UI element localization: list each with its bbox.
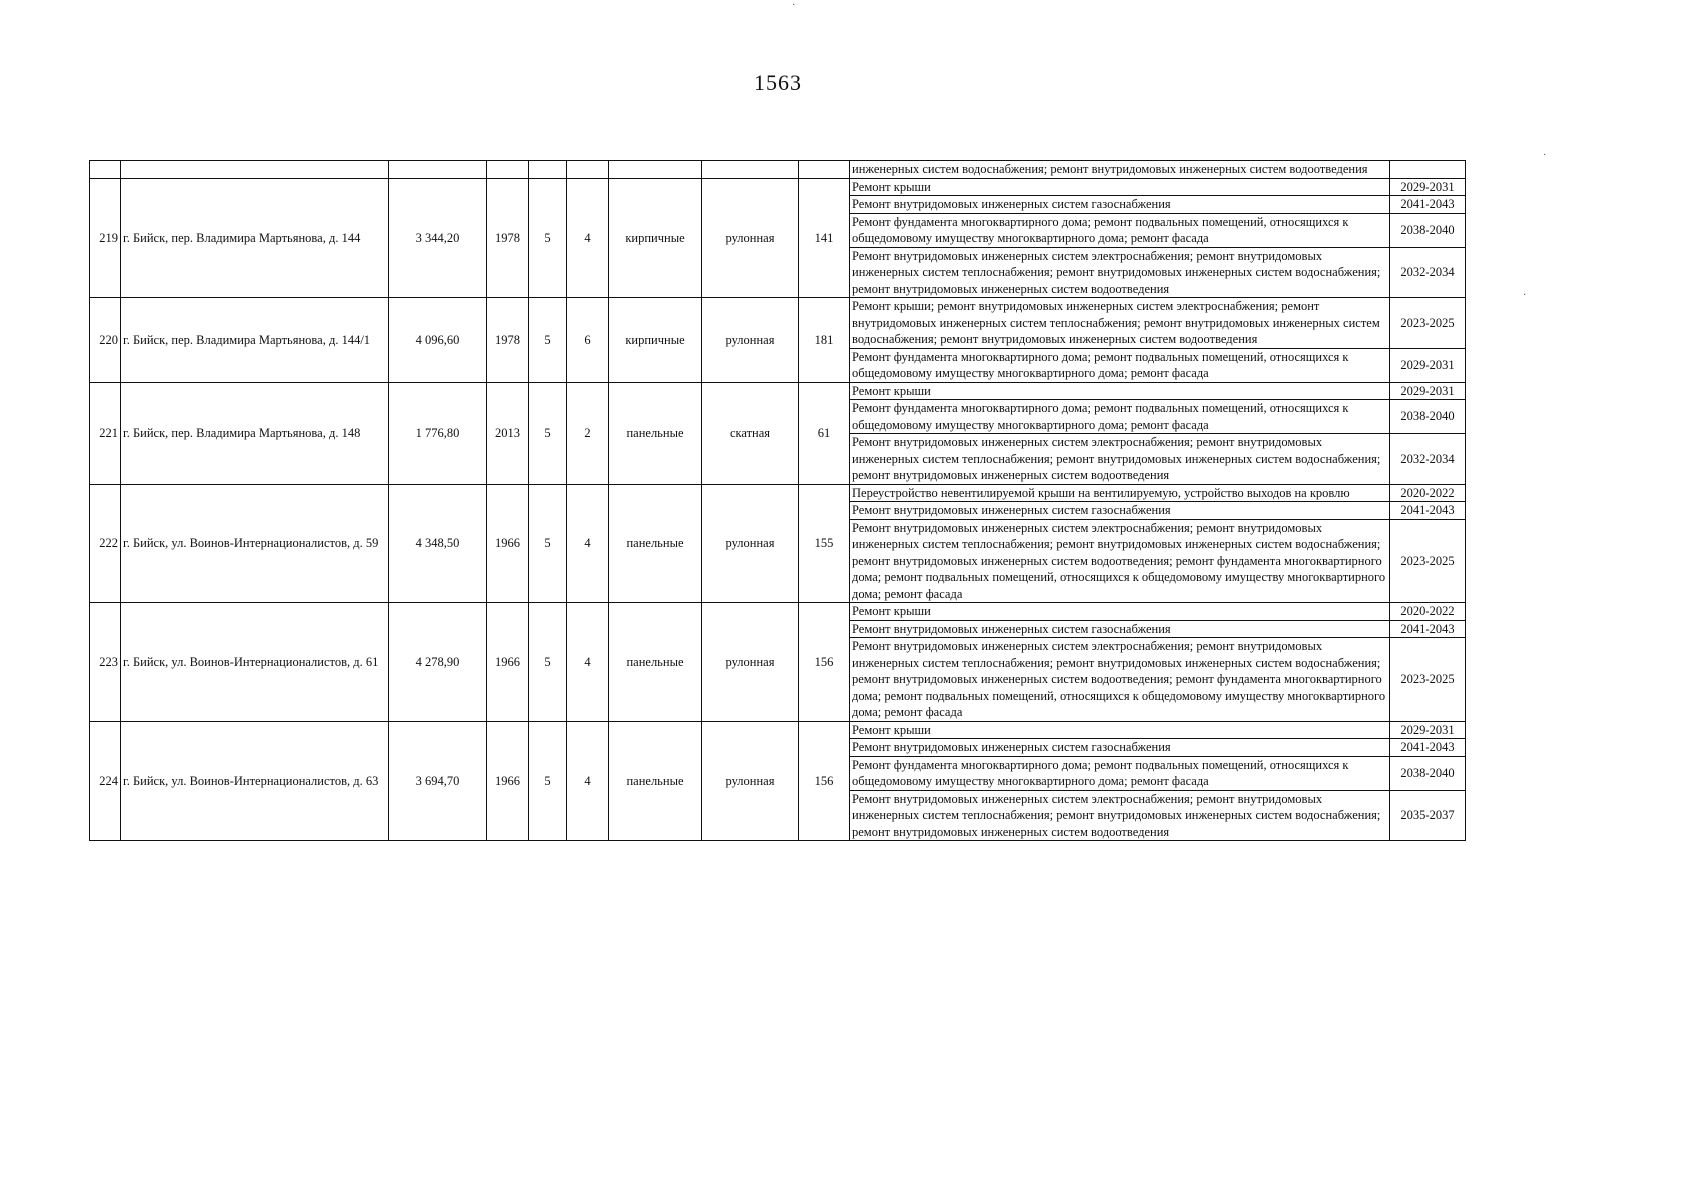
house-address: г. Бийск, пер. Владимира Мартьянова, д. 144/1 xyxy=(121,298,389,383)
work-period: 2023-2025 xyxy=(1390,298,1466,349)
work-description: Ремонт крыши xyxy=(850,178,1390,196)
housing-repair-table xyxy=(89,160,1466,841)
resident-count: 61 xyxy=(799,382,850,484)
work-period: 2041-2043 xyxy=(1390,502,1466,520)
row-number: 221 xyxy=(90,382,121,484)
wall-material: панельные xyxy=(609,721,702,841)
house-row xyxy=(90,484,1466,502)
wall-material: панельные xyxy=(609,484,702,603)
house-row xyxy=(90,721,1466,739)
work-description: Переустройство невентилируемой крыши на вентилируемую, устройство выходов на кровлю xyxy=(850,484,1390,502)
roof-type: рулонная xyxy=(702,721,799,841)
resident-count: 155 xyxy=(799,484,850,603)
house-address: г. Бийск, пер. Владимира Мартьянова, д. 144 xyxy=(121,178,389,298)
empty-cell xyxy=(487,161,529,179)
wall-material: панельные xyxy=(609,603,702,722)
work-period: 2041-2043 xyxy=(1390,196,1466,214)
work-period: 2041-2043 xyxy=(1390,739,1466,757)
page-number: 1563 xyxy=(754,70,802,95)
work-period: 2032-2034 xyxy=(1390,434,1466,485)
house-address: г. Бийск, ул. Воинов-Интернационалистов, д. 63 xyxy=(121,721,389,841)
total-area: 3 344,20 xyxy=(389,178,487,298)
entrance-count: 4 xyxy=(567,603,609,722)
work-description: Ремонт крыши; ремонт внутридомовых инженерных систем электроснабжения; ремонт внутридомовых инженерных систем теплоснабжения; ремонт внутридомовых инженерных систем водоснабжения; ремонт внутридомовых инженерных систем водоотведения xyxy=(850,298,1390,349)
work-period: 2038-2040 xyxy=(1390,756,1466,790)
resident-count: 141 xyxy=(799,178,850,298)
empty-cell xyxy=(90,161,121,179)
entrance-count: 2 xyxy=(567,382,609,484)
floor-count: 5 xyxy=(529,721,567,841)
resident-count: 181 xyxy=(799,298,850,383)
build-year: 1966 xyxy=(487,603,529,722)
roof-type: рулонная xyxy=(702,298,799,383)
build-year: 1966 xyxy=(487,721,529,841)
work-description: Ремонт фундамента многоквартирного дома; ремонт подвальных помещений, относящихся к общедомовому имуществу многоквартирного дома; ремонт фасада xyxy=(850,348,1390,382)
roof-type: скатная xyxy=(702,382,799,484)
work-period: 2023-2025 xyxy=(1390,519,1466,603)
work-description: Ремонт внутридомовых инженерных систем газоснабжения xyxy=(850,620,1390,638)
empty-cell xyxy=(609,161,702,179)
work-description: Ремонт фундамента многоквартирного дома; ремонт подвальных помещений, относящихся к общедомовому имуществу многоквартирного дома; ремонт фасада xyxy=(850,213,1390,247)
empty-cell xyxy=(529,161,567,179)
work-description: Ремонт фундамента многоквартирного дома; ремонт подвальных помещений, относящихся к общедомовому имуществу многоквартирного дома; ремонт фасада xyxy=(850,756,1390,790)
row-number: 223 xyxy=(90,603,121,722)
build-year: 1966 xyxy=(487,484,529,603)
entrance-count: 4 xyxy=(567,178,609,298)
work-period: 2020-2022 xyxy=(1390,603,1466,621)
work-description: Ремонт крыши xyxy=(850,382,1390,400)
work-description: Ремонт фундамента многоквартирного дома; ремонт подвальных помещений, относящихся к общедомовому имуществу многоквартирного дома; ремонт фасада xyxy=(850,400,1390,434)
build-year: 2013 xyxy=(487,382,529,484)
work-period: 2038-2040 xyxy=(1390,213,1466,247)
work-description: Ремонт внутридомовых инженерных систем электроснабжения; ремонт внутридомовых инженерных систем теплоснабжения; ремонт внутридомовых инженерных систем водоснабжения; ремонт внутридомовых инженерных систем водоотведения xyxy=(850,247,1390,298)
work-period: 2029-2031 xyxy=(1390,721,1466,739)
work-description: Ремонт крыши xyxy=(850,603,1390,621)
roof-type: рулонная xyxy=(702,178,799,298)
scan-speck: · xyxy=(1543,150,1547,161)
house-address: г. Бийск, ул. Воинов-Интернационалистов, д. 59 xyxy=(121,484,389,603)
floor-count: 5 xyxy=(529,382,567,484)
work-period: 2035-2037 xyxy=(1390,790,1466,841)
work-period: 2029-2031 xyxy=(1390,348,1466,382)
row-number: 220 xyxy=(90,298,121,383)
work-description: Ремонт внутридомовых инженерных систем электроснабжения; ремонт внутридомовых инженерных систем теплоснабжения; ремонт внутридомовых инженерных систем водоснабжения; ремонт внутридомовых инженерных систем водоотведения xyxy=(850,434,1390,485)
row-number: 222 xyxy=(90,484,121,603)
floor-count: 5 xyxy=(529,178,567,298)
empty-cell xyxy=(121,161,389,179)
work-period: 2029-2031 xyxy=(1390,178,1466,196)
work-description: Ремонт внутридомовых инженерных систем электроснабжения; ремонт внутридомовых инженерных систем теплоснабжения; ремонт внутридомовых инженерных систем водоснабжения; ремонт внутридомовых инженерных систем водоотведения; ремонт фундамента многоквартирного дома; ремонт подвальных помещений, относящихся к общедомовому имуществу многоквартирного дома; ремонт фасада xyxy=(850,638,1390,722)
roof-type: рулонная xyxy=(702,484,799,603)
work-description: инженерных систем водоснабжения; ремонт внутридомовых инженерных систем водоотведения xyxy=(850,161,1390,179)
house-address: г. Бийск, пер. Владимира Мартьянова, д. 148 xyxy=(121,382,389,484)
house-row xyxy=(90,382,1466,400)
work-period: 2038-2040 xyxy=(1390,400,1466,434)
continuation-row xyxy=(90,161,1466,179)
total-area: 4 096,60 xyxy=(389,298,487,383)
work-period: 2032-2034 xyxy=(1390,247,1466,298)
total-area: 4 348,50 xyxy=(389,484,487,603)
work-period: 2041-2043 xyxy=(1390,620,1466,638)
entrance-count: 4 xyxy=(567,721,609,841)
total-area: 3 694,70 xyxy=(389,721,487,841)
entrance-count: 6 xyxy=(567,298,609,383)
row-number: 219 xyxy=(90,178,121,298)
house-row xyxy=(90,603,1466,621)
work-period: 2029-2031 xyxy=(1390,382,1466,400)
work-description: Ремонт внутридомовых инженерных систем газоснабжения xyxy=(850,739,1390,757)
work-description: Ремонт внутридомовых инженерных систем газоснабжения xyxy=(850,196,1390,214)
total-area: 1 776,80 xyxy=(389,382,487,484)
scan-speck: · xyxy=(792,0,796,11)
wall-material: кирпичные xyxy=(609,178,702,298)
build-year: 1978 xyxy=(487,178,529,298)
floor-count: 5 xyxy=(529,484,567,603)
floor-count: 5 xyxy=(529,603,567,722)
empty-cell xyxy=(389,161,487,179)
build-year: 1978 xyxy=(487,298,529,383)
work-period: 2020-2022 xyxy=(1390,484,1466,502)
wall-material: панельные xyxy=(609,382,702,484)
work-description: Ремонт крыши xyxy=(850,721,1390,739)
resident-count: 156 xyxy=(799,603,850,722)
row-number: 224 xyxy=(90,721,121,841)
work-description: Ремонт внутридомовых инженерных систем электроснабжения; ремонт внутридомовых инженерных систем теплоснабжения; ремонт внутридомовых инженерных систем водоснабжения; ремонт внутридомовых инженерных систем водоотведения; ремонт фундамента многоквартирного дома; ремонт подвальных помещений, относящихся к общедомовому имуществу многоквартирного дома; ремонт фасада xyxy=(850,519,1390,603)
work-description: Ремонт внутридомовых инженерных систем электроснабжения; ремонт внутридомовых инженерных систем теплоснабжения; ремонт внутридомовых инженерных систем водоснабжения; ремонт внутридомовых инженерных систем водоотведения xyxy=(850,790,1390,841)
wall-material: кирпичные xyxy=(609,298,702,383)
roof-type: рулонная xyxy=(702,603,799,722)
empty-cell xyxy=(799,161,850,179)
house-row xyxy=(90,298,1466,349)
resident-count: 156 xyxy=(799,721,850,841)
floor-count: 5 xyxy=(529,298,567,383)
entrance-count: 4 xyxy=(567,484,609,603)
house-address: г. Бийск, ул. Воинов-Интернационалистов, д. 61 xyxy=(121,603,389,722)
house-row xyxy=(90,178,1466,196)
work-period xyxy=(1390,161,1466,179)
empty-cell xyxy=(567,161,609,179)
scan-speck: · xyxy=(1523,290,1527,301)
table-body xyxy=(90,161,1466,841)
empty-cell xyxy=(702,161,799,179)
work-description: Ремонт внутридомовых инженерных систем газоснабжения xyxy=(850,502,1390,520)
work-period: 2023-2025 xyxy=(1390,638,1466,722)
total-area: 4 278,90 xyxy=(389,603,487,722)
